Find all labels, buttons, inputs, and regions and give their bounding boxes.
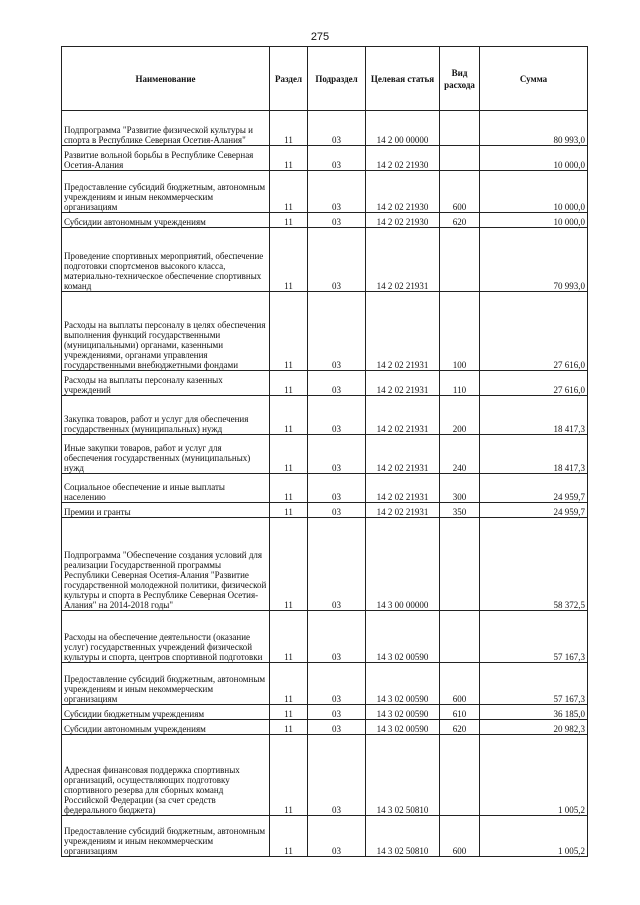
table-row bbox=[62, 371, 588, 396]
cell-target-article: 14 3 02 50810 bbox=[366, 816, 440, 857]
cell-podrazdel: 03 bbox=[308, 474, 366, 503]
cell-razdel: 11 bbox=[270, 720, 308, 735]
cell-target-article: 14 2 02 21930 bbox=[366, 171, 440, 213]
cell-name: Социальное обеспечение и иные выплаты населению bbox=[62, 474, 270, 503]
table-row bbox=[62, 292, 588, 371]
table-row bbox=[62, 228, 588, 292]
header-sum: Сумма bbox=[480, 47, 588, 111]
cell-razdel: 11 bbox=[270, 396, 308, 435]
table-row bbox=[62, 705, 588, 720]
cell-razdel: 11 bbox=[270, 146, 308, 171]
table-row bbox=[62, 735, 588, 816]
cell-expense-type: 200 bbox=[440, 396, 480, 435]
cell-sum: 10 000,0 bbox=[480, 171, 588, 213]
cell-podrazdel: 03 bbox=[308, 435, 366, 474]
cell-expense-type: 620 bbox=[440, 720, 480, 735]
cell-expense-type bbox=[440, 111, 480, 146]
table-row bbox=[62, 146, 588, 171]
cell-target-article: 14 2 02 21930 bbox=[366, 146, 440, 171]
cell-name: Субсидии бюджетным учреждениям bbox=[62, 705, 270, 720]
cell-target-article: 14 2 02 21931 bbox=[366, 371, 440, 396]
cell-sum: 24 959,7 bbox=[480, 474, 588, 503]
cell-target-article: 14 3 02 00590 bbox=[366, 720, 440, 735]
cell-target-article: 14 2 02 21930 bbox=[366, 213, 440, 228]
cell-target-article: 14 3 02 00590 bbox=[366, 705, 440, 720]
cell-podrazdel: 03 bbox=[308, 518, 366, 611]
cell-razdel: 11 bbox=[270, 171, 308, 213]
cell-target-article: 14 2 02 21931 bbox=[366, 228, 440, 292]
cell-name: Подпрограмма "Обеспечение создания условий для реализации Государственной программы Республики Северная Осетия-Алания "Развитие государственной молодежной политики, физической культуры и спорта в Республике Северная Осетия-Алания" на 2014-2018 годы" bbox=[62, 518, 270, 611]
header-razdel: Раздел bbox=[270, 47, 308, 111]
cell-name: Предоставление субсидий бюджетным, автономным учреждениям и иным некоммерческим организациям bbox=[62, 816, 270, 857]
table-row bbox=[62, 474, 588, 503]
table-row bbox=[62, 435, 588, 474]
cell-target-article: 14 2 00 00000 bbox=[366, 111, 440, 146]
cell-razdel: 11 bbox=[270, 611, 308, 663]
cell-podrazdel: 03 bbox=[308, 816, 366, 857]
table-row bbox=[62, 611, 588, 663]
cell-sum: 57 167,3 bbox=[480, 663, 588, 705]
cell-sum: 10 000,0 bbox=[480, 213, 588, 228]
cell-name: Субсидии автономным учреждениям bbox=[62, 720, 270, 735]
cell-target-article: 14 3 02 00590 bbox=[366, 663, 440, 705]
cell-podrazdel: 03 bbox=[308, 371, 366, 396]
cell-sum: 20 982,3 bbox=[480, 720, 588, 735]
cell-podrazdel: 03 bbox=[308, 705, 366, 720]
cell-name: Иные закупки товаров, работ и услуг для обеспечения государственных (муниципальных) нужд bbox=[62, 435, 270, 474]
cell-name: Расходы на обеспечение деятельности (оказание услуг) государственных учреждений физической культуры и спорта, центров спортивной подготовки bbox=[62, 611, 270, 663]
cell-expense-type: 300 bbox=[440, 474, 480, 503]
cell-name: Расходы на выплаты персоналу казенных учреждений bbox=[62, 371, 270, 396]
cell-razdel: 11 bbox=[270, 228, 308, 292]
cell-expense-type bbox=[440, 735, 480, 816]
table-row bbox=[62, 663, 588, 705]
cell-razdel: 11 bbox=[270, 705, 308, 720]
table-header-row bbox=[62, 47, 588, 111]
cell-target-article: 14 2 02 21931 bbox=[366, 474, 440, 503]
cell-expense-type: 100 bbox=[440, 292, 480, 371]
cell-sum: 80 993,0 bbox=[480, 111, 588, 146]
cell-name: Развитие вольной борьбы в Республике Северная Осетия-Алания bbox=[62, 146, 270, 171]
cell-expense-type: 620 bbox=[440, 213, 480, 228]
cell-razdel: 11 bbox=[270, 663, 308, 705]
cell-sum: 18 417,3 bbox=[480, 435, 588, 474]
cell-podrazdel: 03 bbox=[308, 171, 366, 213]
cell-expense-type bbox=[440, 146, 480, 171]
header-target-article: Целевая статья bbox=[366, 47, 440, 111]
cell-podrazdel: 03 bbox=[308, 735, 366, 816]
cell-expense-type: 240 bbox=[440, 435, 480, 474]
cell-razdel: 11 bbox=[270, 292, 308, 371]
cell-target-article: 14 2 02 21931 bbox=[366, 503, 440, 518]
cell-expense-type: 600 bbox=[440, 663, 480, 705]
header-expense-type: Вид расхода bbox=[440, 47, 480, 111]
cell-name: Премии и гранты bbox=[62, 503, 270, 518]
header-name: Наименование bbox=[62, 47, 270, 111]
cell-podrazdel: 03 bbox=[308, 720, 366, 735]
cell-podrazdel: 03 bbox=[308, 146, 366, 171]
cell-sum: 27 616,0 bbox=[480, 371, 588, 396]
cell-sum: 57 167,3 bbox=[480, 611, 588, 663]
table-row bbox=[62, 171, 588, 213]
cell-expense-type bbox=[440, 611, 480, 663]
cell-podrazdel: 03 bbox=[308, 111, 366, 146]
cell-podrazdel: 03 bbox=[308, 663, 366, 705]
table-row bbox=[62, 111, 588, 146]
cell-expense-type: 600 bbox=[440, 816, 480, 857]
cell-expense-type bbox=[440, 518, 480, 611]
table-row bbox=[62, 518, 588, 611]
cell-name: Проведение спортивных мероприятий, обеспечение подготовки спортсменов высокого класса, материально-техническое обеспечение спортивных команд bbox=[62, 228, 270, 292]
cell-target-article: 14 2 02 21931 bbox=[366, 396, 440, 435]
cell-razdel: 11 bbox=[270, 371, 308, 396]
cell-sum: 58 372,5 bbox=[480, 518, 588, 611]
cell-name: Расходы на выплаты персоналу в целях обеспечения выполнения функций государственными (муниципальными) органами, казенными учреждениями, органами управления государственными внебюджетными фондами bbox=[62, 292, 270, 371]
cell-sum: 1 005,2 bbox=[480, 816, 588, 857]
cell-sum: 10 000,0 bbox=[480, 146, 588, 171]
cell-podrazdel: 03 bbox=[308, 228, 366, 292]
cell-razdel: 11 bbox=[270, 518, 308, 611]
table-row bbox=[62, 396, 588, 435]
cell-expense-type: 350 bbox=[440, 503, 480, 518]
cell-podrazdel: 03 bbox=[308, 611, 366, 663]
cell-target-article: 14 3 02 00590 bbox=[366, 611, 440, 663]
cell-name: Подпрограмма "Развитие физической культуры и спорта в Республике Северная Осетия-Алания" bbox=[62, 111, 270, 146]
cell-sum: 24 959,7 bbox=[480, 503, 588, 518]
cell-sum: 36 185,0 bbox=[480, 705, 588, 720]
cell-razdel: 11 bbox=[270, 474, 308, 503]
cell-razdel: 11 bbox=[270, 435, 308, 474]
cell-sum: 1 005,2 bbox=[480, 735, 588, 816]
cell-podrazdel: 03 bbox=[308, 292, 366, 371]
cell-name: Адресная финансовая поддержка спортивных организаций, осуществляющих подготовку спортивного резерва для сборных команд Российской Федерации (за счет средств федерального бюджета) bbox=[62, 735, 270, 816]
cell-sum: 18 417,3 bbox=[480, 396, 588, 435]
table-row bbox=[62, 720, 588, 735]
cell-razdel: 11 bbox=[270, 735, 308, 816]
cell-expense-type bbox=[440, 228, 480, 292]
cell-razdel: 11 bbox=[270, 111, 308, 146]
cell-name: Субсидии автономным учреждениям bbox=[62, 213, 270, 228]
cell-razdel: 11 bbox=[270, 213, 308, 228]
cell-name: Закупка товаров, работ и услуг для обеспечения государственных (муниципальных) нужд bbox=[62, 396, 270, 435]
table-row bbox=[62, 213, 588, 228]
cell-podrazdel: 03 bbox=[308, 213, 366, 228]
table-row bbox=[62, 816, 588, 857]
cell-target-article: 14 2 02 21931 bbox=[366, 292, 440, 371]
budget-table bbox=[61, 46, 588, 857]
cell-razdel: 11 bbox=[270, 816, 308, 857]
table-row bbox=[62, 503, 588, 518]
cell-expense-type: 600 bbox=[440, 171, 480, 213]
table-body bbox=[62, 111, 588, 857]
cell-target-article: 14 3 00 00000 bbox=[366, 518, 440, 611]
cell-target-article: 14 3 02 50810 bbox=[366, 735, 440, 816]
cell-razdel: 11 bbox=[270, 503, 308, 518]
cell-podrazdel: 03 bbox=[308, 396, 366, 435]
cell-sum: 70 993,0 bbox=[480, 228, 588, 292]
cell-podrazdel: 03 bbox=[308, 503, 366, 518]
cell-sum: 27 616,0 bbox=[480, 292, 588, 371]
header-podrazdel: Подраздел bbox=[308, 47, 366, 111]
cell-name: Предоставление субсидий бюджетным, автономным учреждениям и иным некоммерческим организациям bbox=[62, 171, 270, 213]
cell-name: Предоставление субсидий бюджетным, автономным учреждениям и иным некоммерческим организациям bbox=[62, 663, 270, 705]
page-number: 275 bbox=[310, 31, 330, 43]
cell-expense-type: 110 bbox=[440, 371, 480, 396]
cell-target-article: 14 2 02 21931 bbox=[366, 435, 440, 474]
cell-expense-type: 610 bbox=[440, 705, 480, 720]
